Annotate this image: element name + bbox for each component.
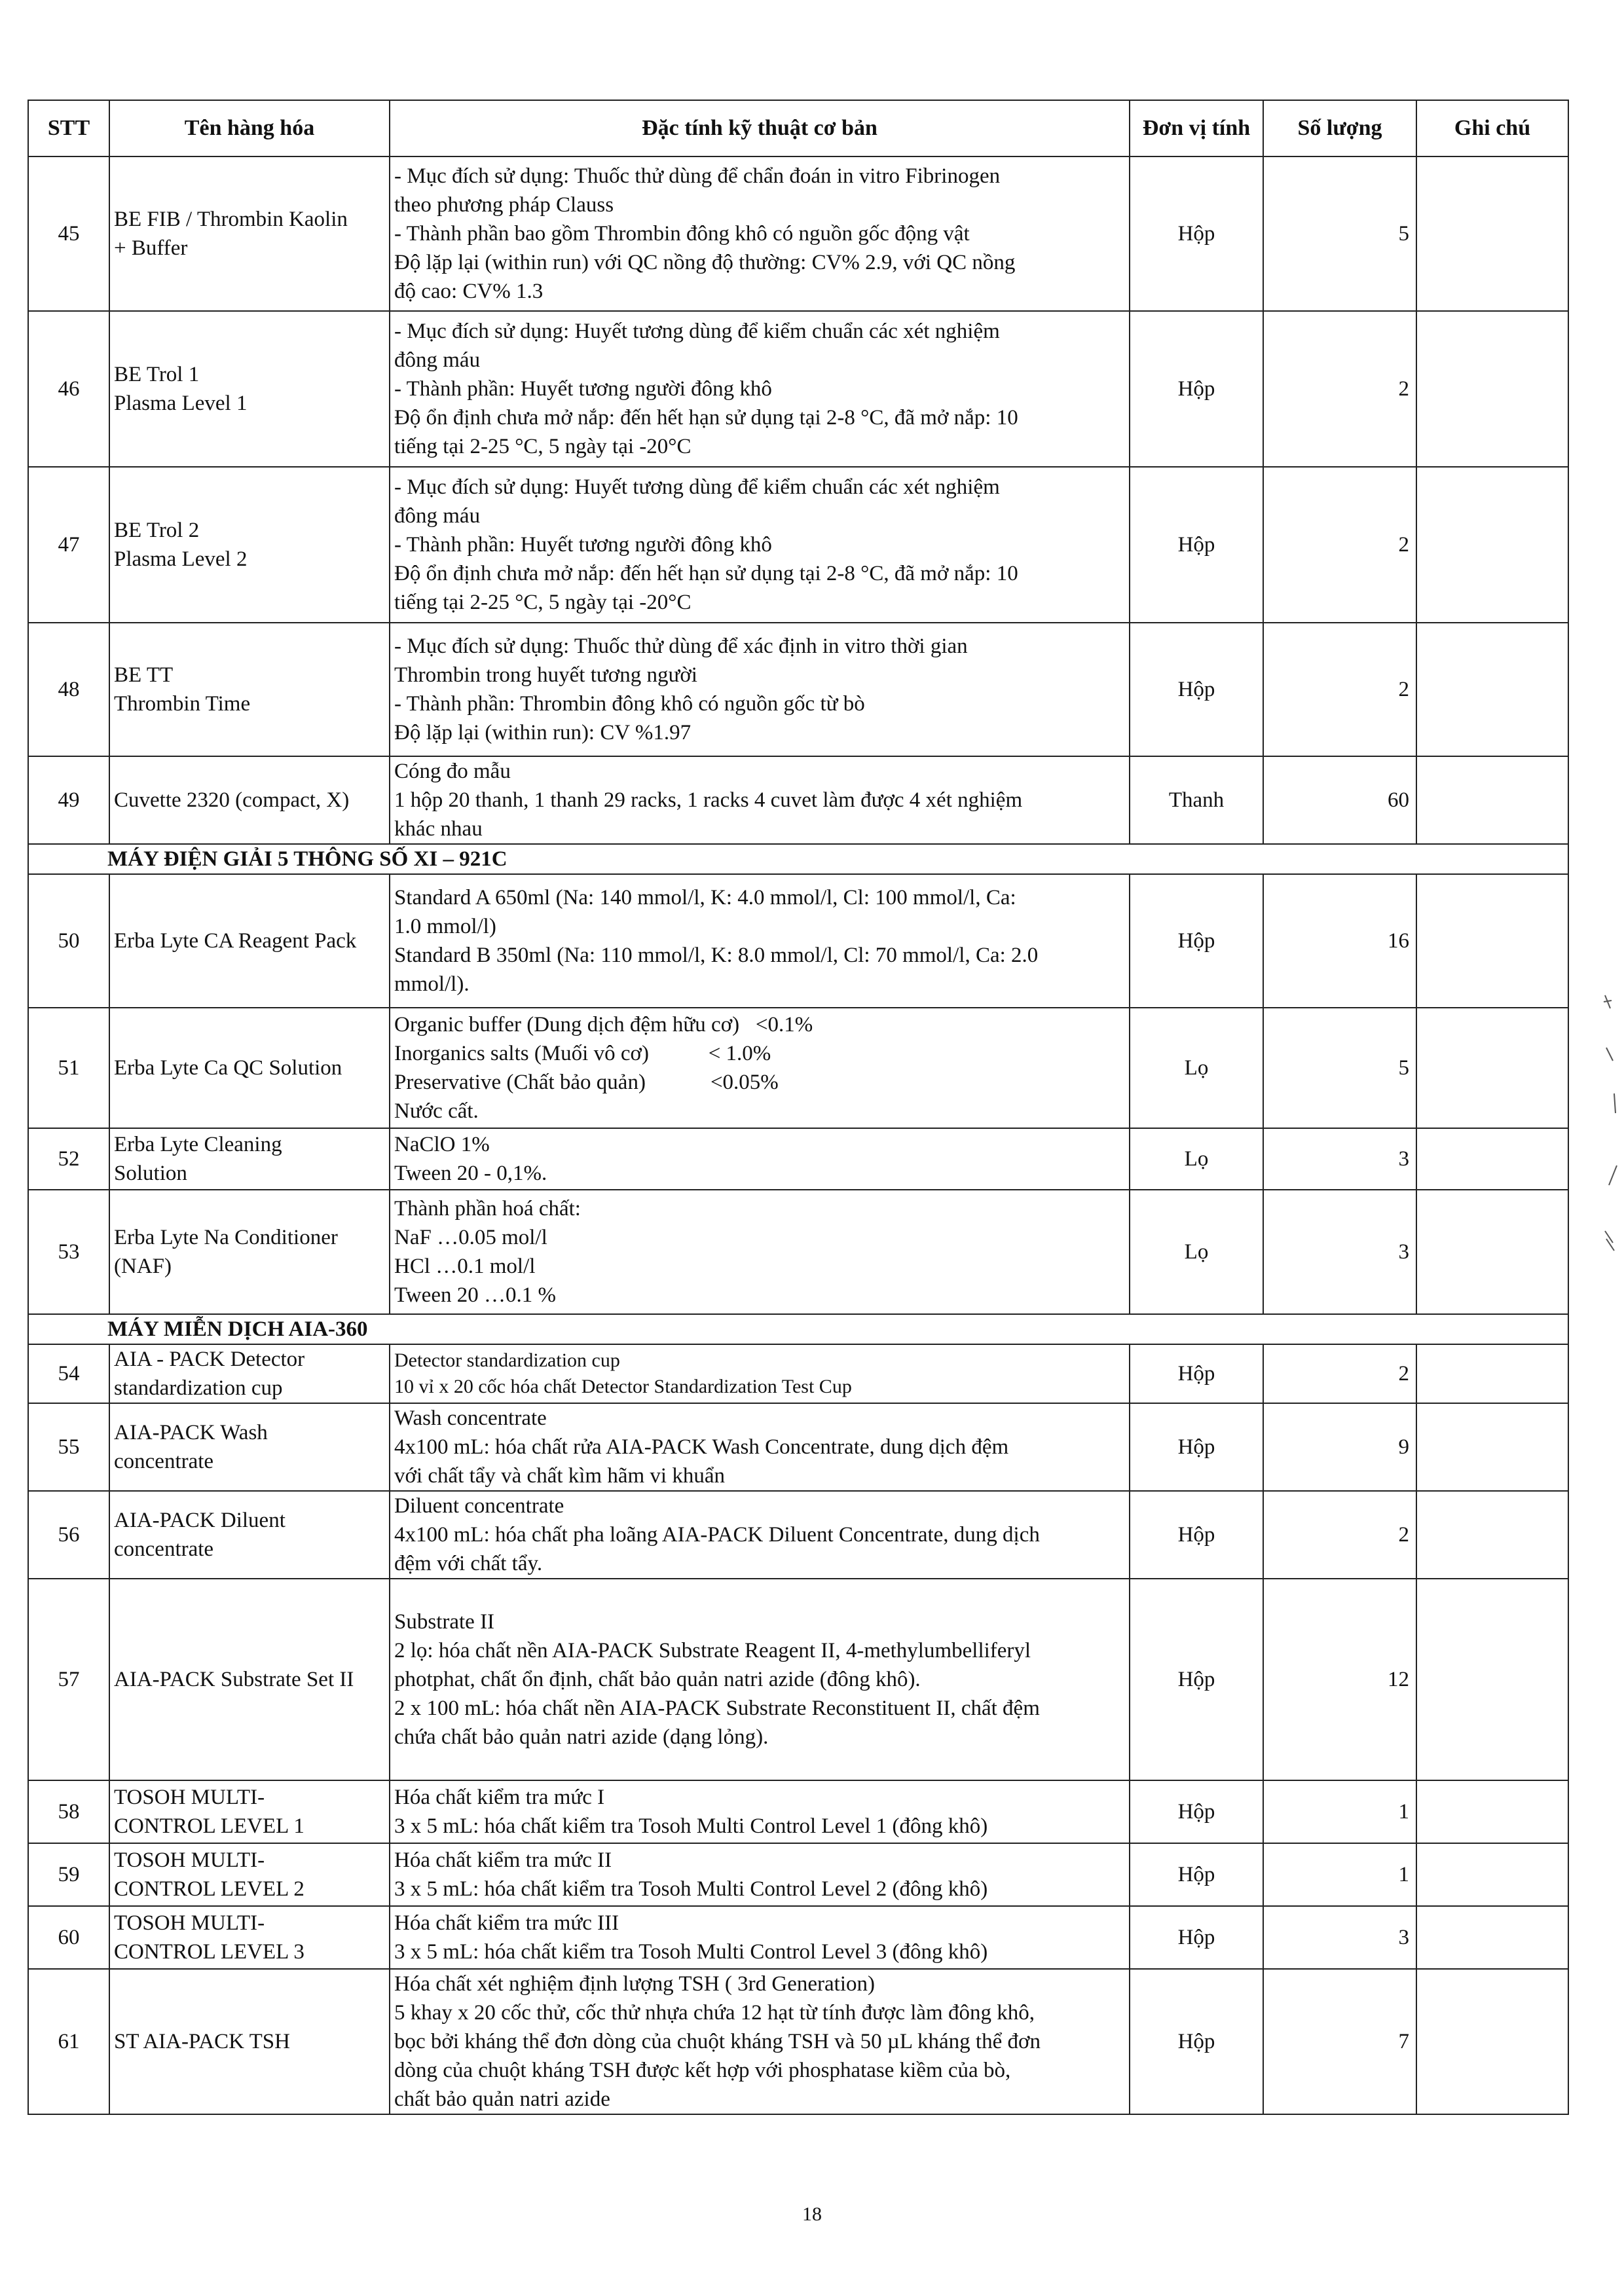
row-name <box>109 874 390 1008</box>
row-name-line: CONTROL LEVEL 1 <box>114 1814 304 1838</box>
table-header-row <box>28 100 1568 156</box>
row-spec-line: Nước cất. <box>394 1099 479 1123</box>
row-spec-line: Cóng đo mẫu <box>394 760 511 783</box>
row-spec <box>390 311 1130 467</box>
row-stt: 53 <box>28 1190 109 1314</box>
row-spec-line: chứa chất bảo quản natri azide (dạng lỏng). <box>394 1725 769 1749</box>
row-spec <box>390 623 1130 756</box>
row-name-line: Erba Lyte CA Reagent Pack <box>114 929 357 953</box>
row-spec-line: tiếng tại 2-25 °C, 5 ngày tại -20°C <box>394 591 692 614</box>
row-name <box>109 623 390 756</box>
row-unit: Hộp <box>1130 156 1263 311</box>
table-row <box>28 1969 1568 2114</box>
row-note <box>1416 874 1568 1008</box>
row-spec <box>390 1491 1130 1579</box>
row-name-line: Plasma Level 1 <box>114 392 248 415</box>
row-spec <box>390 1190 1130 1314</box>
row-spec-line: Độ lặp lại (within run) với QC nồng độ thường: CV% 2.9, với QC nồng <box>394 251 1016 274</box>
row-qty: 3 <box>1263 1906 1416 1969</box>
row-qty: 1 <box>1263 1843 1416 1906</box>
row-name <box>109 311 390 467</box>
row-name <box>109 467 390 623</box>
row-stt: 59 <box>28 1843 109 1906</box>
row-name-line: BE Trol 1 <box>114 363 200 386</box>
table-row <box>28 1008 1568 1128</box>
table-body <box>28 156 1568 2114</box>
row-name-line: Solution <box>114 1162 187 1185</box>
table-row <box>28 1491 1568 1579</box>
row-spec <box>390 874 1130 1008</box>
row-spec-line: 1 hộp 20 thanh, 1 thanh 29 racks, 1 racks 4 cuvet làm được 4 xét nghiệm <box>394 788 1023 812</box>
table-row <box>28 756 1568 844</box>
row-note <box>1416 756 1568 844</box>
row-qty: 2 <box>1263 311 1416 467</box>
row-spec-line: - Mục đích sử dụng: Huyết tương dùng để kiểm chuẩn các xét nghiệm <box>394 475 1000 499</box>
row-spec-line: - Thành phần: Huyết tương người đông khô <box>394 533 772 557</box>
row-note <box>1416 1008 1568 1128</box>
header-spec: Đặc tính kỹ thuật cơ bản <box>390 100 1130 156</box>
row-spec-line: HCl …0.1 mol/l <box>394 1255 536 1278</box>
row-qty: 2 <box>1263 1491 1416 1579</box>
header-note: Ghi chú <box>1416 100 1568 156</box>
row-spec-line: Hóa chất kiểm tra mức II <box>394 1848 612 1872</box>
row-spec-line: 4x100 mL: hóa chất rửa AIA-PACK Wash Concentrate, dung dịch đệm <box>394 1435 1009 1459</box>
row-spec-line: Standard B 350ml (Na: 110 mmol/l, K: 8.0 mmol/l, Cl: 70 mmol/l, Ca: 2.0 <box>394 944 1039 967</box>
row-name-line: AIA-PACK Wash <box>114 1421 268 1444</box>
row-name-line: + Buffer <box>114 236 188 260</box>
section-title: MÁY MIỄN DỊCH AIA-360 <box>28 1314 1568 1344</box>
row-name-line: AIA-PACK Diluent <box>114 1509 286 1532</box>
row-qty: 12 <box>1263 1579 1416 1780</box>
table-row <box>28 1128 1568 1190</box>
row-spec-line: độ cao: CV% 1.3 <box>394 280 544 303</box>
row-stt: 60 <box>28 1906 109 1969</box>
row-spec-line: - Mục đích sử dụng: Thuốc thử dùng để xác định in vitro thời gian <box>394 634 968 658</box>
row-spec-line: đông máu <box>394 504 481 528</box>
row-qty: 9 <box>1263 1403 1416 1491</box>
row-spec-line: 3 x 5 mL: hóa chất kiểm tra Tosoh Multi Control Level 3 (đông khô) <box>394 1940 988 1964</box>
row-spec-line: 2 x 100 mL: hóa chất nền AIA-PACK Substrate Reconstituent II, chất đệm <box>394 1697 1040 1720</box>
row-spec <box>390 1344 1130 1403</box>
row-spec-line: Substrate II <box>394 1610 495 1634</box>
row-spec-line: - Mục đích sử dụng: Huyết tương dùng để kiểm chuẩn các xét nghiệm <box>394 320 1000 343</box>
row-name-line: BE TT <box>114 663 174 687</box>
row-stt: 56 <box>28 1491 109 1579</box>
row-note <box>1416 1491 1568 1579</box>
row-qty: 5 <box>1263 1008 1416 1128</box>
row-unit: Hộp <box>1130 1843 1263 1906</box>
row-qty: 2 <box>1263 1344 1416 1403</box>
table-row <box>28 156 1568 311</box>
row-spec-line: Độ lặp lại (within run): CV %1.97 <box>394 721 692 744</box>
row-spec-line: đông máu <box>394 348 481 372</box>
row-note <box>1416 467 1568 623</box>
row-spec <box>390 1969 1130 2114</box>
row-stt: 54 <box>28 1344 109 1403</box>
row-spec-line: Thành phần hoá chất: <box>394 1197 581 1221</box>
table-row <box>28 467 1568 623</box>
row-note <box>1416 1969 1568 2114</box>
row-name <box>109 1403 390 1491</box>
row-name <box>109 1344 390 1403</box>
row-qty: 5 <box>1263 156 1416 311</box>
row-name-line: concentrate <box>114 1537 214 1561</box>
row-note <box>1416 1906 1568 1969</box>
page-number: 18 <box>802 2203 822 2225</box>
row-name-line: Erba Lyte Na Conditioner <box>114 1226 338 1249</box>
row-spec-line: 1.0 mmol/l) <box>394 915 496 938</box>
row-spec-line: Thrombin trong huyết tương người <box>394 663 697 687</box>
row-spec <box>390 1843 1130 1906</box>
row-stt: 52 <box>28 1128 109 1190</box>
row-spec-line: - Thành phần: Thrombin đông khô có nguồn gốc từ bò <box>394 692 865 716</box>
row-unit: Hộp <box>1130 1403 1263 1491</box>
row-spec-line: photphat, chất ổn định, chất bảo quản natri azide (đông khô). <box>394 1668 921 1691</box>
row-qty: 7 <box>1263 1969 1416 2114</box>
row-spec <box>390 1579 1130 1780</box>
row-spec-line: 4x100 mL: hóa chất pha loãng AIA-PACK Diluent Concentrate, dung dịch <box>394 1523 1040 1547</box>
row-unit: Lọ <box>1130 1008 1263 1128</box>
row-name <box>109 1190 390 1314</box>
row-qty: 3 <box>1263 1190 1416 1314</box>
row-name-line: AIA - PACK Detector <box>114 1348 305 1371</box>
row-unit: Thanh <box>1130 756 1263 844</box>
row-stt: 51 <box>28 1008 109 1128</box>
row-name <box>109 1906 390 1969</box>
row-stt: 58 <box>28 1780 109 1843</box>
row-name <box>109 1969 390 2114</box>
row-note <box>1416 1579 1568 1780</box>
row-spec-line: dòng của chuột kháng TSH được kết hợp với phosphatase kiềm của bò, <box>394 2059 1011 2082</box>
row-spec-line: 3 x 5 mL: hóa chất kiểm tra Tosoh Multi Control Level 2 (đông khô) <box>394 1877 988 1901</box>
row-spec <box>390 756 1130 844</box>
table-row <box>28 1579 1568 1780</box>
header-unit: Đơn vị tính <box>1130 100 1263 156</box>
row-spec-line: theo phương pháp Clauss <box>394 193 614 217</box>
row-spec-line: đệm với chất tẩy. <box>394 1552 543 1575</box>
row-note <box>1416 1780 1568 1843</box>
row-spec-line: - Thành phần: Huyết tương người đông khô <box>394 377 772 401</box>
row-spec-line: - Mục đích sử dụng: Thuốc thử dùng để chẩn đoán in vitro Fibrinogen <box>394 164 1001 188</box>
row-spec <box>390 156 1130 311</box>
row-unit: Lọ <box>1130 1128 1263 1190</box>
row-spec-line: Standard A 650ml (Na: 140 mmol/l, K: 4.0 mmol/l, Cl: 100 mmol/l, Ca: <box>394 886 1016 909</box>
row-spec-line: tiếng tại 2-25 °C, 5 ngày tại -20°C <box>394 435 692 458</box>
row-name-line: concentrate <box>114 1450 214 1473</box>
row-unit: Hộp <box>1130 311 1263 467</box>
section-row <box>28 1314 1568 1344</box>
row-spec-line: với chất tẩy và chất kìm hãm vi khuẩn <box>394 1464 725 1488</box>
row-qty: 3 <box>1263 1128 1416 1190</box>
row-unit: Hộp <box>1130 623 1263 756</box>
row-name-line: TOSOH MULTI- <box>114 1911 265 1935</box>
row-stt: 55 <box>28 1403 109 1491</box>
row-stt: 61 <box>28 1969 109 2114</box>
row-spec-line: 5 khay x 20 cốc thử, cốc thử nhựa chứa 12 hạt từ tính được làm đông khô, <box>394 2001 1035 2025</box>
row-name-line: CONTROL LEVEL 3 <box>114 1940 304 1964</box>
table-row <box>28 1403 1568 1491</box>
table-row <box>28 1190 1568 1314</box>
table-row <box>28 1344 1568 1403</box>
row-note <box>1416 1403 1568 1491</box>
row-name <box>109 1780 390 1843</box>
section-row <box>28 844 1568 874</box>
row-spec-line: 10 vỉ x 20 cốc hóa chất Detector Standardization Test Cup <box>394 1376 852 1397</box>
row-name-line: AIA-PACK Substrate Set II <box>114 1668 354 1691</box>
row-unit: Hộp <box>1130 467 1263 623</box>
row-unit: Hộp <box>1130 1906 1263 1969</box>
row-spec-line: bọc bởi kháng thể đơn dòng của chuột kháng TSH và 50 µL kháng thể đơn <box>394 2030 1041 2053</box>
row-stt: 49 <box>28 756 109 844</box>
section-title: MÁY ĐIỆN GIẢI 5 THÔNG SỐ XI – 921C <box>28 844 1568 874</box>
row-spec <box>390 467 1130 623</box>
row-note <box>1416 1843 1568 1906</box>
row-spec-line: 2 lọ: hóa chất nền AIA-PACK Substrate Reagent II, 4-methylumbelliferyl <box>394 1639 1031 1662</box>
row-spec-line: Wash concentrate <box>394 1406 547 1430</box>
row-name <box>109 1579 390 1780</box>
row-name-line: Plasma Level 2 <box>114 547 248 571</box>
row-spec <box>390 1008 1130 1128</box>
row-unit: Hộp <box>1130 1579 1263 1780</box>
table-row <box>28 874 1568 1008</box>
row-spec-line: Hóa chất kiểm tra mức III <box>394 1911 619 1935</box>
row-name-line: ST AIA-PACK TSH <box>114 2030 290 2053</box>
table-row <box>28 311 1568 467</box>
row-note <box>1416 1344 1568 1403</box>
row-note <box>1416 156 1568 311</box>
row-name <box>109 1843 390 1906</box>
row-name <box>109 1128 390 1190</box>
row-name-line: Thrombin Time <box>114 692 251 716</box>
table-row <box>28 1780 1568 1843</box>
row-name <box>109 1491 390 1579</box>
row-name-line: BE Trol 2 <box>114 519 200 542</box>
row-qty: 2 <box>1263 467 1416 623</box>
goods-spec-table <box>28 100 1569 2115</box>
row-spec-line: Hóa chất kiểm tra mức I <box>394 1786 605 1809</box>
row-stt: 57 <box>28 1579 109 1780</box>
row-spec-line: NaF …0.05 mol/l <box>394 1226 547 1249</box>
row-name <box>109 756 390 844</box>
row-spec-line: Độ ổn định chưa mở nắp: đến hết hạn sử dụng tại 2-8 °C, đã mở nắp: 10 <box>394 406 1018 430</box>
row-name-line: TOSOH MULTI- <box>114 1786 265 1809</box>
row-spec-line: Độ ổn định chưa mở nắp: đến hết hạn sử dụng tại 2-8 °C, đã mở nắp: 10 <box>394 562 1018 585</box>
row-spec-line: khác nhau <box>394 817 483 841</box>
row-unit: Hộp <box>1130 1344 1263 1403</box>
table-row <box>28 1843 1568 1906</box>
row-name-line: TOSOH MULTI- <box>114 1848 265 1872</box>
row-stt: 46 <box>28 311 109 467</box>
header-name: Tên hàng hóa <box>109 100 390 156</box>
row-name-line: Erba Lyte Cleaning <box>114 1133 282 1156</box>
row-spec-line: Diluent concentrate <box>394 1494 564 1518</box>
row-note <box>1416 311 1568 467</box>
margin-scribble-marks <box>1601 982 1621 1257</box>
row-name <box>109 156 390 311</box>
row-qty: 1 <box>1263 1780 1416 1843</box>
row-spec-line: Preservative (Chất bảo quản) <0.05% <box>394 1071 779 1094</box>
row-spec-line: - Thành phần bao gồm Thrombin đông khô có nguồn gốc động vật <box>394 222 970 246</box>
row-spec-line: Tween 20 …0.1 % <box>394 1283 556 1307</box>
row-note <box>1416 1190 1568 1314</box>
row-unit: Lọ <box>1130 1190 1263 1314</box>
row-stt: 48 <box>28 623 109 756</box>
row-name-line: (NAF) <box>114 1255 172 1278</box>
table-row <box>28 1906 1568 1969</box>
row-spec-line: chất bảo quản natri azide <box>394 2087 610 2111</box>
row-name <box>109 1008 390 1128</box>
row-spec <box>390 1128 1130 1190</box>
row-spec-line: Detector standardization cup <box>394 1349 620 1371</box>
row-name-line: CONTROL LEVEL 2 <box>114 1877 304 1901</box>
row-qty: 16 <box>1263 874 1416 1008</box>
header-qty: Số lượng <box>1263 100 1416 156</box>
row-spec-line: NaClO 1% <box>394 1133 490 1156</box>
row-spec-line: Tween 20 - 0,1%. <box>394 1162 547 1185</box>
row-stt: 50 <box>28 874 109 1008</box>
row-stt: 45 <box>28 156 109 311</box>
row-spec <box>390 1780 1130 1843</box>
row-note <box>1416 623 1568 756</box>
row-spec-line: 3 x 5 mL: hóa chất kiểm tra Tosoh Multi Control Level 1 (đông khô) <box>394 1814 988 1838</box>
row-name-line: Cuvette 2320 (compact, X) <box>114 788 350 812</box>
row-spec <box>390 1906 1130 1969</box>
row-spec-line: Hóa chất xét nghiệm định lượng TSH ( 3rd Generation) <box>394 1972 875 1996</box>
row-spec <box>390 1403 1130 1491</box>
row-qty: 60 <box>1263 756 1416 844</box>
row-unit: Hộp <box>1130 1969 1263 2114</box>
row-name-line: BE FIB / Thrombin Kaolin <box>114 208 348 231</box>
row-name-line: Erba Lyte Ca QC Solution <box>114 1056 342 1080</box>
row-unit: Hộp <box>1130 874 1263 1008</box>
row-name-line: standardization cup <box>114 1376 283 1400</box>
row-spec-line: Organic buffer (Dung dịch đệm hữu cơ) <0.1% <box>394 1013 813 1037</box>
row-qty: 2 <box>1263 623 1416 756</box>
row-note <box>1416 1128 1568 1190</box>
table-row <box>28 623 1568 756</box>
row-unit: Hộp <box>1130 1780 1263 1843</box>
row-spec-line: Inorganics salts (Muối vô cơ) < 1.0% <box>394 1042 771 1065</box>
row-spec-line: mmol/l). <box>394 972 470 996</box>
row-stt: 47 <box>28 467 109 623</box>
row-unit: Hộp <box>1130 1491 1263 1579</box>
header-stt: STT <box>28 100 109 156</box>
